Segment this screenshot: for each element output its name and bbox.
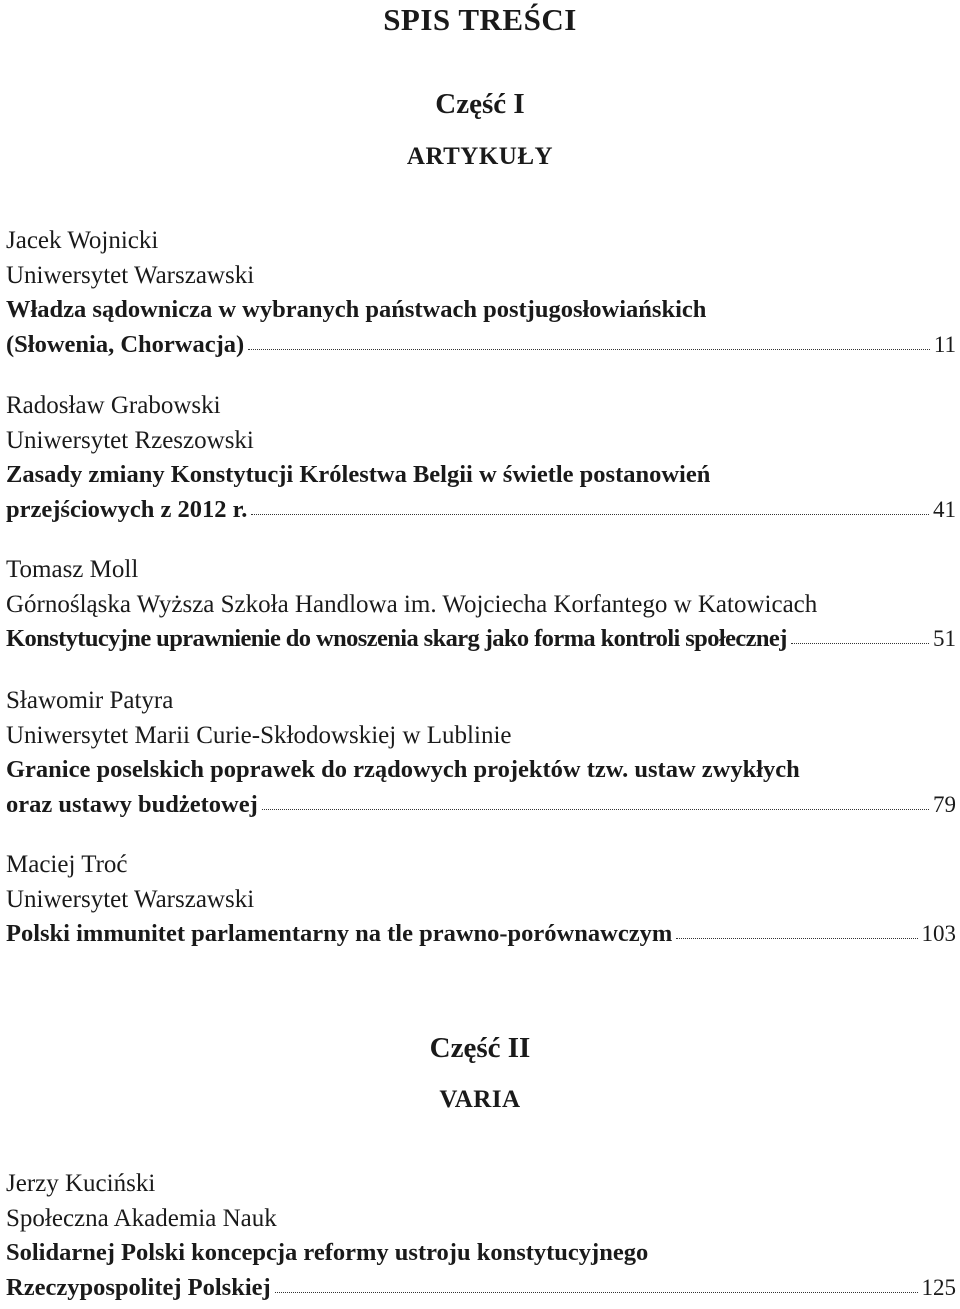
entry-title-line: Granice poselskich poprawek do rządowych projektów tzw. ustaw zwykłych <box>6 756 800 783</box>
part-heading: Część I <box>435 88 525 120</box>
toc-entry <box>6 1167 956 1305</box>
section-heading: VARIA <box>439 1086 521 1113</box>
entry-page-number[interactable]: 11 <box>933 331 956 357</box>
entry-title-end: Konstytucyjne uprawnienie do wnoszenia skarg jako forma kontroli społecznej <box>6 625 787 652</box>
entry-title-last-line <box>6 493 956 526</box>
entry-author: Sławomir Patyra <box>6 687 174 714</box>
dot-leader <box>262 808 929 810</box>
entry-title-end: (Słowenia, Chorwacja) <box>6 330 245 358</box>
toc-entry <box>6 224 956 362</box>
entry-author: Radosław Grabowski <box>6 392 221 419</box>
entry-affiliation: Górnośląska Wyższa Szkoła Handlowa im. Wojciecha Korfantego w Katowicach <box>6 590 818 618</box>
entry-page-number[interactable]: 79 <box>933 791 956 817</box>
entry-author: Tomasz Moll <box>6 556 139 583</box>
entry-title-line: Władza sądownicza w wybranych państwach postjugosłowiańskich <box>6 296 707 323</box>
dot-leader <box>676 937 917 939</box>
toc-title: SPIS TREŚCI <box>383 2 577 37</box>
entry-affiliation: Uniwersytet Warszawski <box>6 261 255 289</box>
entry-title-line: Zasady zmiany Konstytucji Królestwa Belgii w świetle postanowień <box>6 461 711 488</box>
entry-title-line: Solidarnej Polski koncepcja reformy ustroju konstytucyjnego <box>6 1239 649 1266</box>
entry-affiliation: Uniwersytet Marii Curie-Skłodowskiej w Lublinie <box>6 721 512 749</box>
entry-title-end: przejściowych z 2012 r. <box>6 495 248 523</box>
entry-page-number[interactable]: 103 <box>921 921 956 946</box>
part-heading: Część II <box>429 1032 531 1064</box>
toc-entry <box>6 389 956 527</box>
entry-title-last-line <box>6 622 956 655</box>
dot-leader <box>248 348 930 350</box>
dot-leader <box>275 1291 918 1293</box>
toc-entry <box>6 684 956 822</box>
entry-title-end: Rzeczypospolitej Polskiej <box>6 1273 271 1301</box>
entry-affiliation: Społeczna Akademia Nauk <box>6 1204 277 1232</box>
entry-title-last-line <box>6 1271 956 1304</box>
entry-author: Maciej Troć <box>6 851 128 878</box>
entry-page-number[interactable]: 51 <box>933 626 956 651</box>
dot-leader <box>791 642 929 644</box>
toc-entry <box>6 553 956 657</box>
entry-title-last-line <box>6 328 956 361</box>
entry-affiliation: Uniwersytet Rzeszowski <box>6 426 254 454</box>
entry-page-number[interactable]: 41 <box>933 496 956 522</box>
entry-title-end: oraz ustawy budżetowej <box>6 790 258 818</box>
toc-entry <box>6 848 956 952</box>
entry-title-last-line <box>6 917 956 950</box>
entry-title-end: Polski immunitet parlamentarny na tle prawno-porównawczym <box>6 920 673 947</box>
entry-author: Jerzy Kuciński <box>6 1170 156 1197</box>
section-heading: ARTYKUŁY <box>406 143 554 170</box>
entry-affiliation: Uniwersytet Warszawski <box>6 885 255 913</box>
entry-author: Jacek Wojnicki <box>6 227 159 254</box>
entry-title-last-line <box>6 788 956 821</box>
dot-leader <box>251 513 929 515</box>
entry-page-number[interactable]: 125 <box>921 1274 956 1300</box>
